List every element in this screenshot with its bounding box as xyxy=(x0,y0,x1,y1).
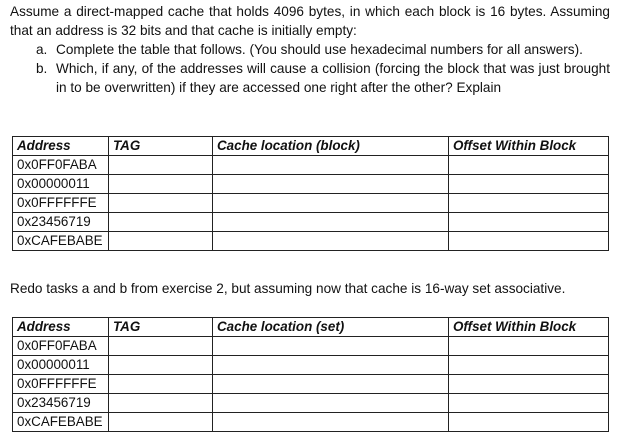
cache-location-cell[interactable] xyxy=(213,337,449,356)
table-row xyxy=(13,337,609,356)
col-header-address: Address xyxy=(13,137,109,156)
cache-location-cell[interactable] xyxy=(213,413,449,432)
tag-cell[interactable] xyxy=(109,337,213,356)
table-row xyxy=(13,413,609,432)
col-header-address: Address xyxy=(13,318,109,337)
offset-cell[interactable] xyxy=(449,356,609,375)
table-header-row xyxy=(13,318,609,337)
tag-cell[interactable] xyxy=(109,175,213,194)
task-b-text: Which, if any, of the addresses will cause a collision (forcing the block that was just brought in to be overwritten) if they are accessed one right after the other? Explain xyxy=(56,61,610,95)
address-cell: 0x23456719 xyxy=(13,394,109,413)
task-b-marker: b. xyxy=(36,61,48,76)
address-cell: 0x0FFFFFFE xyxy=(13,194,109,213)
tag-cell[interactable] xyxy=(109,194,213,213)
address-cell: 0x00000011 xyxy=(13,356,109,375)
cache-location-cell[interactable] xyxy=(213,375,449,394)
address-cell: 0x0FF0FABA xyxy=(13,337,109,356)
table-row xyxy=(13,213,609,232)
col-header-offset: Offset Within Block xyxy=(449,137,609,156)
cache-location-cell[interactable] xyxy=(213,394,449,413)
tag-cell[interactable] xyxy=(109,394,213,413)
tag-cell[interactable] xyxy=(109,156,213,175)
table-row xyxy=(13,194,609,213)
table-row xyxy=(13,175,609,194)
address-cell: 0x23456719 xyxy=(13,213,109,232)
address-cell: 0xCAFEBABE xyxy=(13,232,109,251)
redo-instruction: Redo tasks a and b from exercise 2, but assuming now that cache is 16-way set associative. xyxy=(10,281,566,296)
problem-intro: Assume a direct-mapped cache that holds 4096 bytes, in which each block is 16 bytes. Assuming that an address is 32 bits and that cache is initially empty: xyxy=(10,4,610,38)
table-row xyxy=(13,356,609,375)
cache-location-cell[interactable] xyxy=(213,175,449,194)
problem-statement xyxy=(10,2,610,97)
cache-location-cell[interactable] xyxy=(213,194,449,213)
offset-cell[interactable] xyxy=(449,337,609,356)
tag-cell[interactable] xyxy=(109,356,213,375)
table-row xyxy=(13,375,609,394)
table-row xyxy=(13,394,609,413)
col-header-cache-location: Cache location (block) xyxy=(213,137,449,156)
col-header-tag: TAG xyxy=(109,137,213,156)
task-b xyxy=(10,59,610,97)
address-cell: 0x0FFFFFFE xyxy=(13,375,109,394)
col-header-cache-location: Cache location (set) xyxy=(213,318,449,337)
offset-cell[interactable] xyxy=(449,194,609,213)
col-header-tag: TAG xyxy=(109,318,213,337)
cache-location-cell[interactable] xyxy=(213,213,449,232)
cache-location-cell[interactable] xyxy=(213,232,449,251)
offset-cell[interactable] xyxy=(449,394,609,413)
set-associative-table xyxy=(12,317,609,432)
offset-cell[interactable] xyxy=(449,232,609,251)
tag-cell[interactable] xyxy=(109,213,213,232)
offset-cell[interactable] xyxy=(449,213,609,232)
cache-location-cell[interactable] xyxy=(213,356,449,375)
address-cell: 0x00000011 xyxy=(13,175,109,194)
task-a-marker: a. xyxy=(36,42,48,57)
col-header-offset: Offset Within Block xyxy=(449,318,609,337)
tag-cell[interactable] xyxy=(109,375,213,394)
task-list xyxy=(10,40,610,97)
offset-cell[interactable] xyxy=(449,156,609,175)
task-a-text: Complete the table that follows. (You should use hexadecimal numbers for all answers). xyxy=(56,42,583,57)
cache-location-cell[interactable] xyxy=(213,156,449,175)
address-cell: 0x0FF0FABA xyxy=(13,156,109,175)
offset-cell[interactable] xyxy=(449,413,609,432)
address-cell: 0xCAFEBABE xyxy=(13,413,109,432)
tag-cell[interactable] xyxy=(109,232,213,251)
table-header-row xyxy=(13,137,609,156)
offset-cell[interactable] xyxy=(449,375,609,394)
tag-cell[interactable] xyxy=(109,413,213,432)
offset-cell[interactable] xyxy=(449,175,609,194)
direct-mapped-table xyxy=(12,136,609,251)
table-row xyxy=(13,232,609,251)
table-row xyxy=(13,156,609,175)
task-a xyxy=(10,40,610,59)
